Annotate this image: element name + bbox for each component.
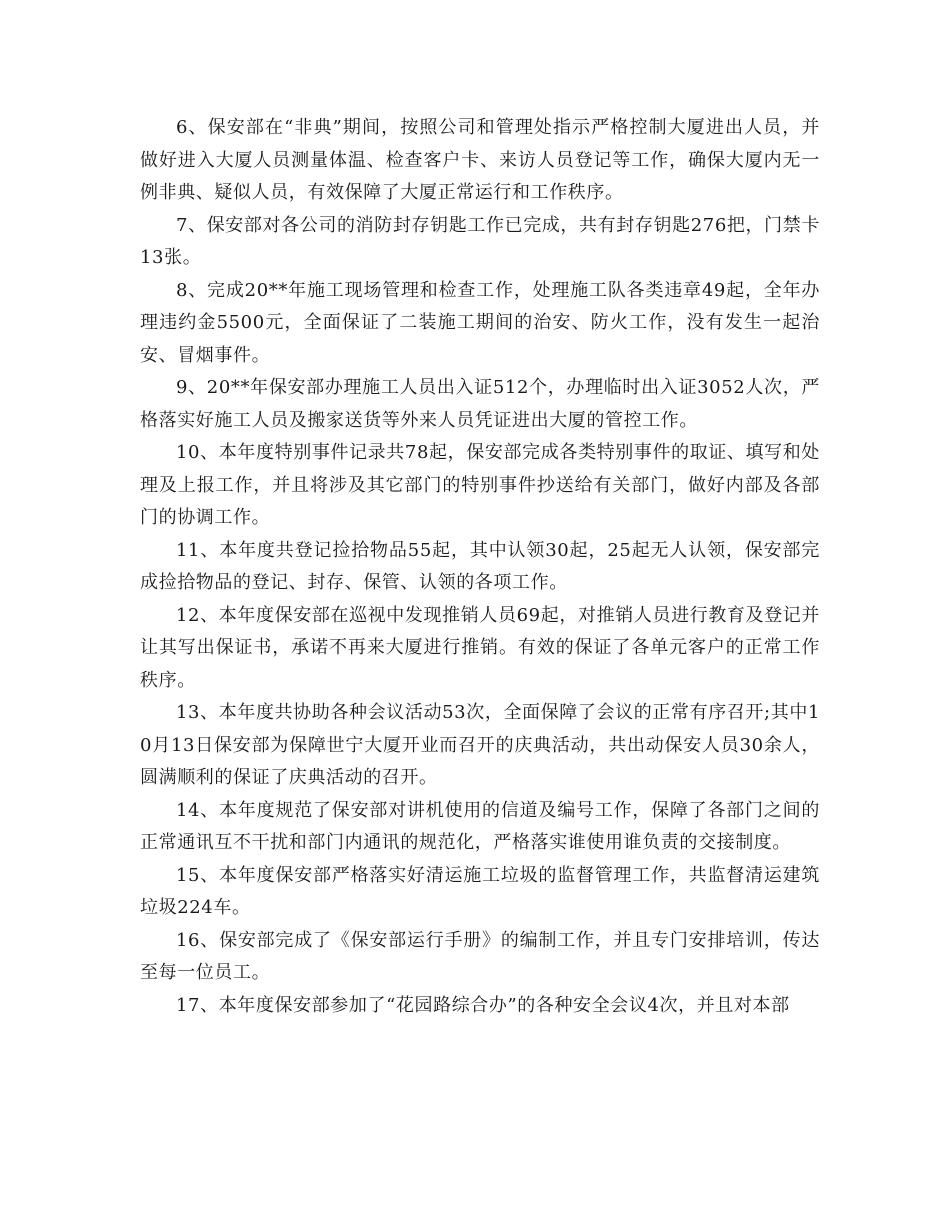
paragraph-item-14: 14、本年度规范了保安部对讲机使用的信道及编号工作，保障了各部门之间的正常通讯互不干扰和部门内通讯的规范化，严格落实谁使用谁负责的交接制度。: [140, 799, 820, 853]
paragraph-item-15: 15、本年度保安部严格落实好清运施工垃圾的监督管理工作，共监督清运建筑垃圾224车。: [140, 864, 820, 918]
paragraph-item-10: 10、本年度特别事件记录共78起，保安部完成各类特别事件的取证、填写和处理及上报工作，并且将涉及其它部门的特别事件抄送给有关部门，做好内部及各部门的协调工作。: [140, 442, 820, 528]
paragraph-item-11: 11、本年度共登记捡拾物品55起，其中认领30起，25起无人认领，保安部完成捡拾物品的登记、封存、保管、认领的各项工作。: [140, 539, 820, 593]
paragraph-item-6: 6、保安部在“非典”期间，按照公司和管理处指示严格控制大厦进出人员，并做好进入大厦人员测量体温、检查客户卡、来访人员登记等工作，确保大厦内无一例非典、疑似人员，有效保障了大厦正常运行和工作秩序。: [140, 117, 820, 203]
paragraph-item-16: 16、保安部完成了《保安部运行手册》的编制工作，并且专门安排培训，传达至每一位员工。: [140, 929, 820, 983]
paragraph-item-13: 13、本年度共协助各种会议活动53次，全面保障了会议的正常有序召开;其中10月13日保安部为保障世宁大厦开业而召开的庆典活动，共出动保安人员30余人，圆满顺利的保证了庆典活动的召开。: [140, 702, 820, 788]
paragraph-item-12: 12、本年度保安部在巡视中发现推销人员69起，对推销人员进行教育及登记并让其写出保证书，承诺不再来大厦进行推销。有效的保证了各单元客户的正常工作秩序。: [140, 604, 820, 691]
paragraph-item-8: 8、完成20**年施工现场管理和检查工作，处理施工队各类违章49起，全年办理违约金5500元，全面保证了二装施工期间的治安、防火工作，没有发生一起治安、冒烟事件。: [140, 279, 820, 366]
document-body: [140, 112, 820, 1022]
paragraph-item-17: 17、本年度保安部参加了“花园路综合办”的各种安全会议4次，并且对本部: [176, 994, 790, 1016]
paragraph-item-9: 9、20**年保安部办理施工人员出入证512个，办理临时出入证3052人次，严格落实好施工人员及搬家送货等外来人员凭证进出大厦的管控工作。: [140, 377, 820, 431]
paragraph-item-7: 7、保安部对各公司的消防封存钥匙工作已完成，共有封存钥匙276把，门禁卡13张。: [140, 214, 820, 268]
